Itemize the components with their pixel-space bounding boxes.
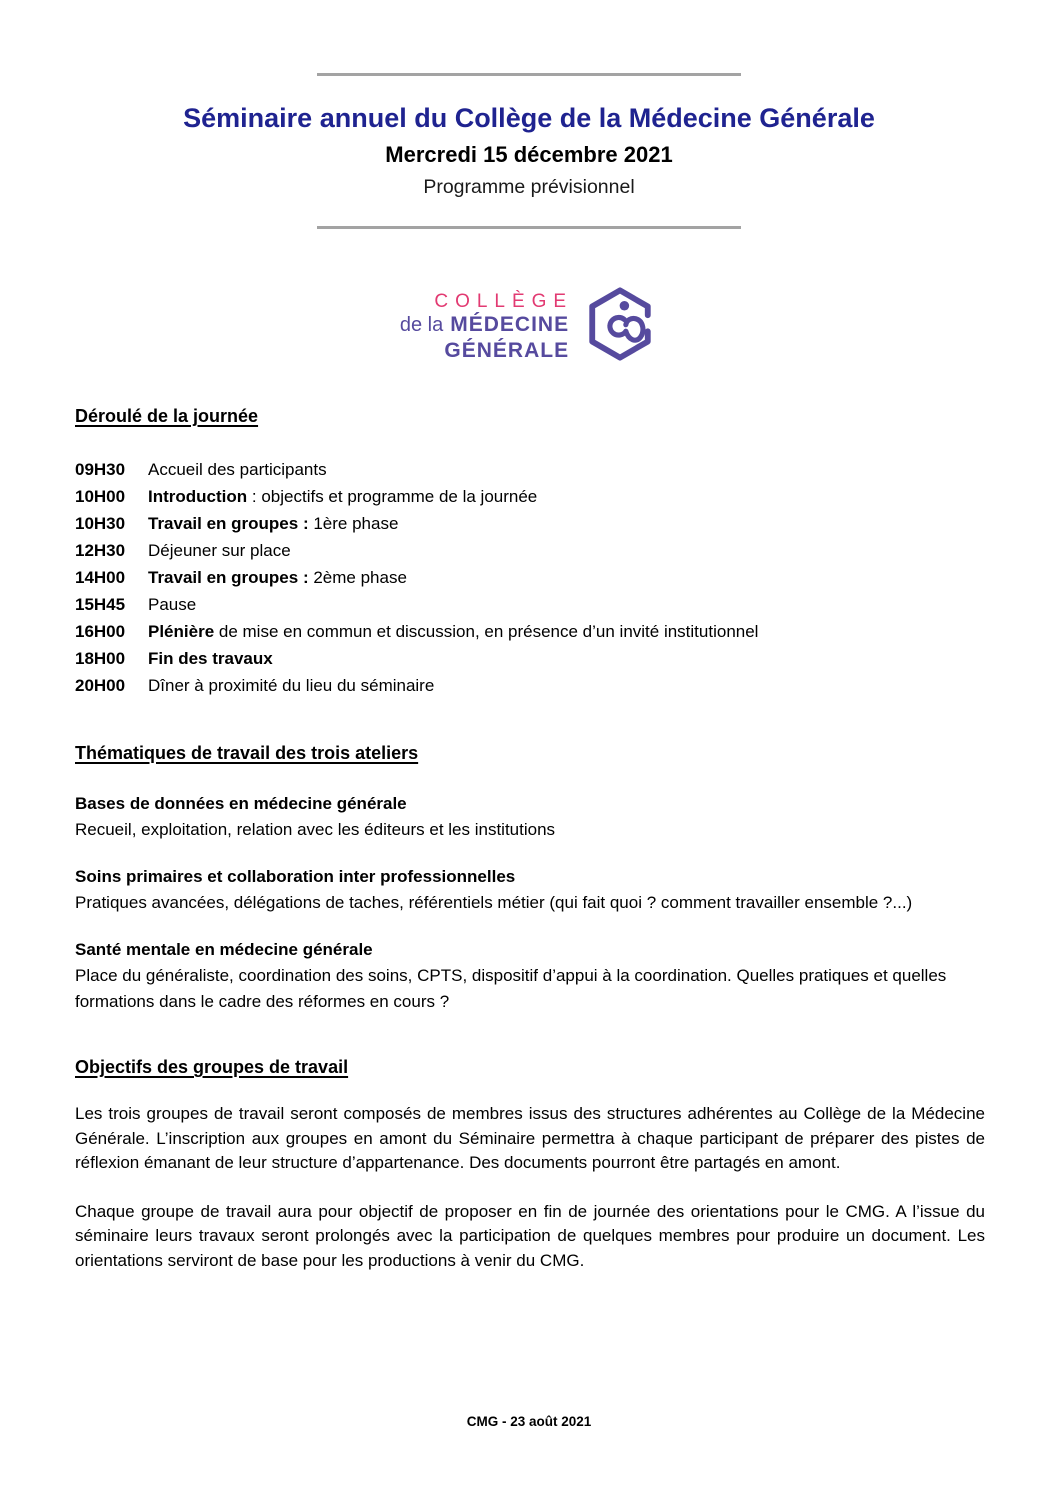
schedule-time: 10H00 — [75, 487, 126, 506]
objectives-paragraph: Les trois groupes de travail seront composés de membres issus des structures adhérentes au Collège de la Médecine Générale. L’inscription aux groupes en amont du Séminaire permettra à chaque participant de préparer des pistes de réflexion émanant de leur structure d’appartenance. Des documents pourront être partagés en amont. — [75, 1104, 985, 1172]
page-footer: CMG - 23 août 2021 — [466, 1414, 592, 1429]
schedule-entry: Pause — [148, 595, 197, 614]
section-heading-objectifs: Objectifs des groupes de travail — [75, 1057, 349, 1077]
schedule-entry: Fin des travaux — [148, 649, 273, 668]
schedule-time: 16H00 — [75, 622, 126, 641]
theme-title: Bases de données en médecine générale — [75, 794, 407, 813]
schedule-time: 20H00 — [75, 676, 126, 695]
schedule-item — [75, 564, 985, 591]
theme-description: Place du généraliste, coordination des soins, CPTS, dispositif d’appui à la coordination. Quelles pratiques et quelles formations dans le cadre des réformes en cours ? — [75, 966, 947, 1011]
section-heading-thematiques: Thématiques de travail des trois ateliers — [75, 743, 419, 763]
theme-description: Recueil, exploitation, relation avec les éditeurs et les institutions — [75, 820, 556, 839]
event-date: Mercredi 15 décembre 2021 — [385, 142, 673, 167]
page-title: Séminaire annuel du Collège de la Médecine Générale — [183, 103, 875, 133]
schedule-item — [75, 591, 985, 618]
top-divider — [317, 73, 741, 76]
theme-item — [75, 937, 985, 1015]
schedule-time: 14H00 — [75, 568, 126, 587]
schedule-list — [75, 456, 985, 699]
theme-item — [75, 791, 985, 843]
theme-item — [75, 864, 985, 916]
objectives-paragraph: Chaque groupe de travail aura pour objectif de proposer en fin de journée des orientations pour le CMG. A l’issue du séminaire leurs travaux seront prolongés avec la participation de quelques membres pour produire un document. Les orientations serviront de base pour les productions à venir du CMG. — [75, 1201, 985, 1270]
theme-title: Soins primaires et collaboration inter professionnelles — [75, 867, 516, 886]
schedule-item — [75, 645, 985, 672]
schedule-entry: Plénière de mise en commun et discussion, en présence d’un invité institutionnel — [148, 622, 759, 641]
cmg-logo — [0, 284, 1058, 364]
logo-medecine-text: MÉDECINE — [450, 313, 570, 336]
schedule-time: 15H45 — [75, 595, 126, 614]
schedule-time: 12H30 — [75, 541, 126, 560]
cmg-hexagon-heart-icon — [582, 284, 658, 364]
cmg-logo-wordmark — [399, 284, 574, 363]
schedule-item — [75, 537, 985, 564]
logo-college-text: COLLÈGE — [434, 291, 574, 312]
schedule-entry: Travail en groupes : 2ème phase — [148, 568, 407, 587]
logo-dela-text: de la — [399, 314, 444, 336]
schedule-entry: Introduction : objectifs et programme de la journée — [148, 487, 538, 506]
schedule-item — [75, 510, 985, 537]
schedule-item — [75, 456, 985, 483]
document-header — [0, 73, 1058, 229]
schedule-entry: Déjeuner sur place — [148, 541, 291, 560]
section-heading-deroule: Déroulé de la journée — [75, 406, 259, 426]
schedule-item — [75, 483, 985, 510]
theme-title: Santé mentale en médecine générale — [75, 940, 373, 959]
schedule-time: 09H30 — [75, 460, 126, 479]
logo-medecine-line — [400, 313, 569, 339]
logo-generale-text: GÉNÉRALE — [444, 339, 570, 362]
schedule-item — [75, 672, 985, 699]
schedule-time: 10H30 — [75, 514, 126, 533]
document-body — [75, 406, 985, 1273]
document-subtitle: Programme prévisionnel — [423, 176, 635, 198]
schedule-entry: Travail en groupes : 1ère phase — [148, 514, 399, 533]
theme-description: Pratiques avancées, délégations de taches, référentiels métier (qui fait quoi ? comment travailler ensemble ?...) — [75, 893, 913, 912]
schedule-item — [75, 618, 985, 645]
schedule-entry: Dîner à proximité du lieu du séminaire — [148, 676, 435, 695]
schedule-time: 18H00 — [75, 649, 126, 668]
schedule-entry: Accueil des participants — [148, 460, 327, 479]
bottom-divider — [317, 226, 741, 229]
